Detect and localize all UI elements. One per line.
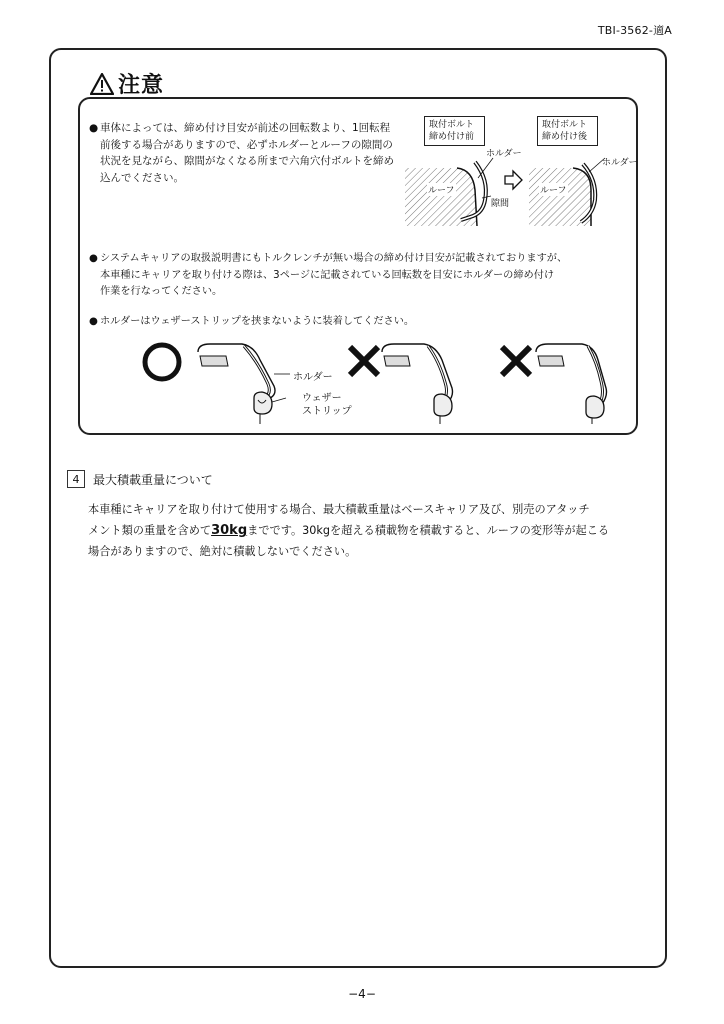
- bullet: ●: [89, 316, 98, 327]
- label-line: 取付ボルト: [429, 120, 475, 130]
- max-load-paragraph: [88, 499, 648, 562]
- text-line: 車体によっては、締め付け目安が前述の回転数より、1回転程: [100, 122, 391, 134]
- text-segment: までです。30kgを超える積載物を積載すると、ルーフの変形等が起こる: [247, 524, 610, 537]
- text-line: 本車種にキャリアを取り付けて使用する場合、最大積載重量はベースキャリア及び、別売のアタッチ: [88, 503, 590, 516]
- text-line: 作業を行なってください。: [100, 286, 223, 297]
- label-line: 締め付け後: [542, 132, 588, 142]
- bullet: ●: [89, 253, 98, 264]
- section-number: 4: [67, 470, 85, 488]
- gap-label: 隙間: [491, 199, 510, 209]
- text-segment: メント類の重量を含めて: [88, 524, 212, 537]
- caution-paragraph-1: [89, 120, 410, 186]
- caution-paragraph-2: [89, 251, 625, 301]
- text-line: 前後する場合がありますので、必ずホルダーとルーフの隙間の: [100, 138, 393, 151]
- ok-circle-icon: [145, 345, 179, 379]
- ng-cross-icon-1: [350, 347, 378, 375]
- text-line: 本車種にキャリアを取り付ける際は、3ページに記載されている回転数を目安にホルダーの締め付け: [100, 269, 555, 281]
- roof-label-before: ルーフ: [427, 183, 456, 196]
- section-title: 最大積載重量について: [93, 472, 213, 487]
- holder-label-before: ホルダー: [486, 149, 522, 159]
- max-load-value: 30kg: [211, 523, 248, 538]
- caution-heading: [90, 68, 164, 99]
- weather-strip-illustration: [136, 336, 636, 428]
- text-line: システムキャリアの取扱説明書にもトルクレンチが無い場合の締め付け目安が記載されておりますが、: [100, 253, 568, 264]
- warning-triangle-icon: [90, 73, 114, 95]
- caution-paragraph-3: [89, 314, 625, 331]
- bullet: ●: [89, 122, 99, 134]
- holder-label-after: ホルダー: [602, 158, 638, 168]
- before-tightening-label: [424, 116, 485, 146]
- text-line: 込んでください。: [100, 171, 184, 184]
- label-line: 締め付け前: [429, 132, 475, 142]
- after-tightening-label: [537, 116, 598, 146]
- weather-strip-callout: [302, 392, 352, 418]
- document-code: TBI-3562-適A: [597, 24, 672, 37]
- caution-title: 注意: [118, 73, 165, 98]
- page-number: −4−: [348, 987, 376, 1001]
- ng-cross-icon-2: [502, 347, 530, 375]
- holder-callout: ホルダー: [293, 372, 333, 383]
- label-line: 取付ボルト: [542, 120, 588, 130]
- callout-line: ストリップ: [302, 406, 352, 417]
- text-line: 状況を見ながら、隙間がなくなる所まで六角穴付ボルトを締め: [100, 155, 394, 167]
- roof-label-after: ルーフ: [539, 183, 568, 196]
- callout-line: ウェザー: [302, 393, 342, 404]
- text-line: 場合がありますので、絶対に積載しないでください。: [88, 545, 357, 558]
- section-4-heading: [67, 470, 213, 488]
- text-line: [88, 520, 648, 541]
- text-line: ホルダーはウェザーストリップを挟まないように装着してください。: [100, 316, 415, 327]
